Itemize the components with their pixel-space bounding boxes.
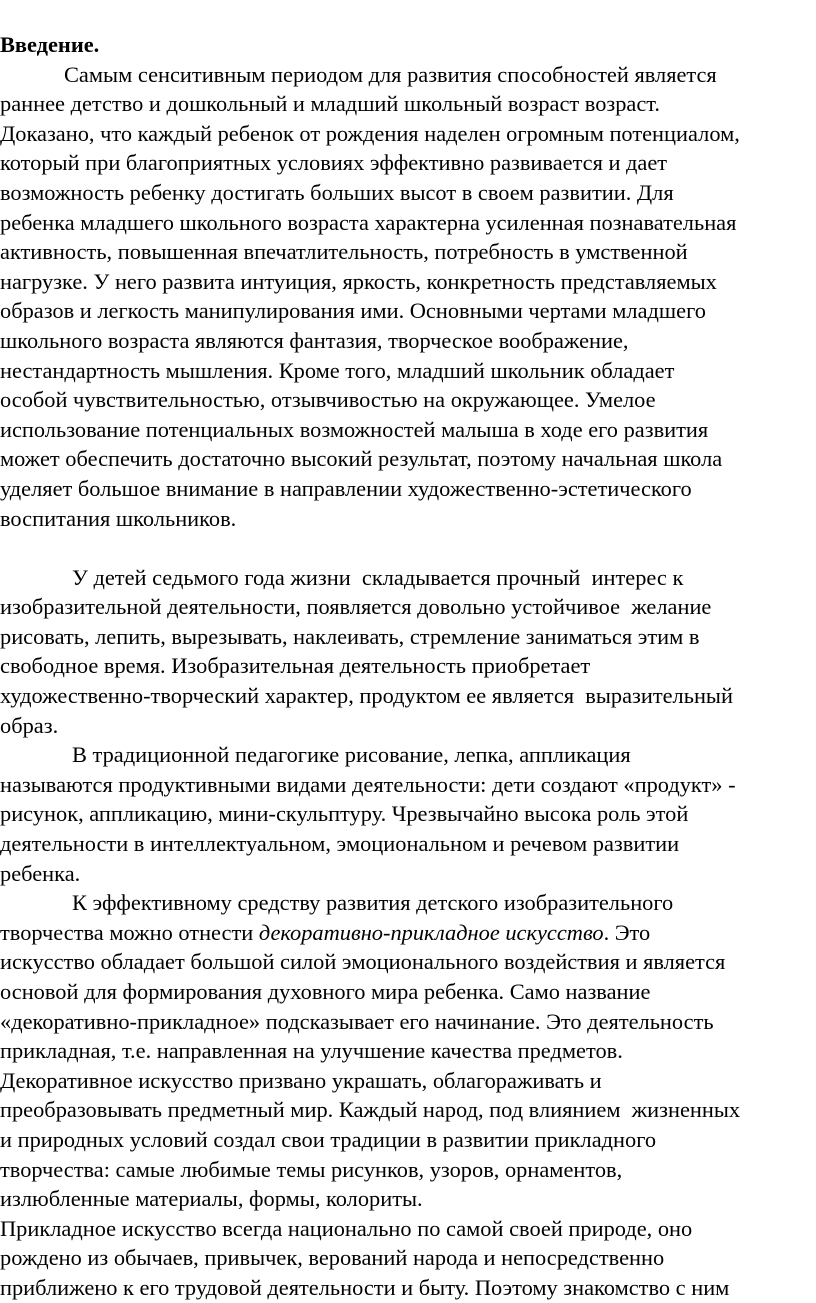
text-line: образов и легкость манипулирования ими. Основными чертами младшего: [0, 298, 706, 324]
text-fragment: . Это: [603, 919, 651, 945]
document-page: [0, 30, 816, 1303]
text-fragment: творчества можно отнести: [0, 919, 259, 945]
text-line: воспитания школьников.: [0, 505, 237, 531]
text-line: преобразовывать предметный мир. Каждый народ, под влиянием жизненных: [0, 1097, 741, 1123]
text-line: называются продуктивными видами деятельности: дети создают «продукт» -: [0, 771, 736, 797]
text-line: Прикладное искусство всегда национально по самой своей природе, оно: [0, 1215, 693, 1241]
text-line: В традиционной педагогике рисование, лепка, аппликация: [72, 742, 631, 768]
text-line: рисунок, аппликацию, мини-скульптуру. Чрезвычайно высока роль этой: [0, 801, 689, 827]
paragraph-3: [0, 740, 816, 888]
text-line: приближено к его трудовой деятельности и быту. Поэтому знакомство с ним: [0, 1274, 730, 1300]
text-line: может обеспечить достаточно высокий результат, поэтому начальная школа: [0, 446, 723, 472]
text-line: возможность ребенку достигать больших высот в своем развитии. Для: [0, 179, 674, 205]
paragraph-4: [0, 888, 816, 1214]
text-line: Декоративное искусство призвано украшать, облагораживать и: [0, 1067, 602, 1093]
text-line: который при благоприятных условиях эффективно развивается и дает: [0, 150, 668, 176]
emphasized-term: декоративно-прикладное искусство: [258, 919, 604, 945]
text-line: Доказано, что каждый ребенок от рождения наделен огромным потенциалом,: [0, 120, 740, 146]
text-line: [0, 918, 816, 948]
text-line: активность, повышенная впечатлительность, потребность в умственной: [0, 239, 688, 265]
text-line: нагрузке. У него развита интуиция, яркость, конкретность представляемых: [0, 268, 717, 294]
text-line: нестандартность мышления. Кроме того, младший школьник обладает: [0, 357, 675, 383]
text-line: К эффективному средству развития детского изобразительного: [72, 890, 674, 916]
text-line: и природных условий создал свои традиции в развитии прикладного: [0, 1126, 657, 1152]
text-line: особой чувствительностью, отзывчивостью на окружающее. Умелое: [0, 387, 656, 413]
text-line: «декоративно-прикладное» подсказывает его начинание. Это деятельность: [0, 1008, 714, 1034]
text-line: рисовать, лепить, вырезывать, наклеивать, стремление заниматься этим в: [0, 623, 700, 649]
text-line: прикладная, т.е. направленная на улучшение качества предметов.: [0, 1038, 623, 1064]
text-line: использование потенциальных возможностей малыша в ходе его развития: [0, 416, 709, 442]
text-line: свободное время. Изобразительная деятельность приобретает: [0, 653, 591, 679]
text-line: рождено из обычаев, привычек, верований народа и непосредственно: [0, 1245, 665, 1271]
text-line: раннее детство и дошкольный и младший школьный возраст возраст.: [0, 91, 661, 117]
text-line: искусство обладает большой силой эмоционального воздействия и является: [0, 949, 726, 975]
text-line: У детей седьмого года жизни складывается прочный интерес к: [72, 564, 684, 590]
text-line: излюбленные материалы, формы, колориты.: [0, 1186, 423, 1212]
text-line: школьного возраста являются фантазия, творческое воображение,: [0, 327, 629, 353]
text-line: Самым сенситивным периодом для развития способностей является: [64, 61, 717, 87]
text-line: уделяет большое внимание в направлении художественно-эстетического: [0, 475, 692, 501]
text-line: ребенка младшего школьного возраста характерна усиленная познавательная: [0, 209, 737, 235]
paragraph-2: [0, 563, 816, 741]
text-line: художественно-творческий характер, продуктом ее является выразительный: [0, 683, 733, 709]
document-title: Введение.: [0, 32, 100, 57]
paragraph-spacer: [0, 533, 816, 563]
paragraph-5: [0, 1214, 816, 1303]
paragraph-1: [0, 60, 816, 534]
text-line: основой для формирования духовного мира ребенка. Само название: [0, 979, 651, 1004]
text-line: ребенка.: [0, 860, 81, 886]
text-line: образ.: [0, 712, 59, 738]
text-line: деятельности в интеллектуальном, эмоциональном и речевом развитии: [0, 831, 680, 857]
text-line: творчества: самые любимые темы рисунков, узоров, орнаментов,: [0, 1156, 623, 1182]
text-line: изобразительной деятельности, появляется довольно устойчивое желание: [0, 594, 712, 620]
